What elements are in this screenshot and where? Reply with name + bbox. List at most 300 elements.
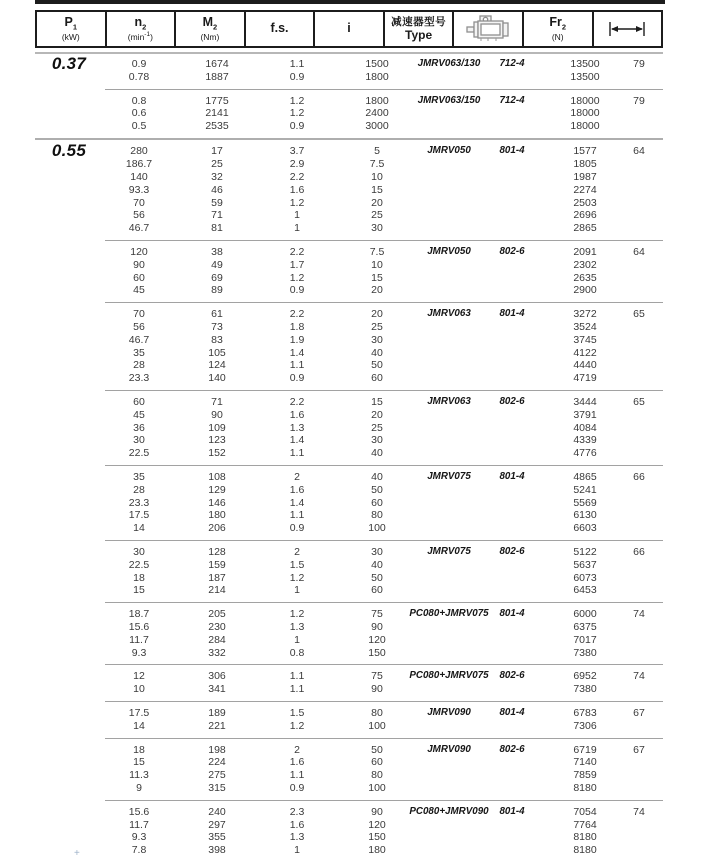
- ratio-cell: 2400: [365, 107, 389, 120]
- ratio-cell: 40: [371, 346, 383, 359]
- fs-cell: 1: [294, 584, 300, 597]
- n2-cell: 280: [130, 145, 148, 158]
- dim-cell: [613, 522, 665, 535]
- dim-cell: 67: [633, 743, 645, 756]
- motor-size-cell: [489, 831, 535, 844]
- dim-cell: [613, 284, 665, 297]
- dim-cell: [613, 347, 665, 360]
- fr2-cell: 6603: [573, 522, 597, 535]
- fs-cell: 0.9: [289, 522, 305, 535]
- type-cell: [409, 359, 489, 372]
- type-cell: [409, 158, 489, 171]
- fs-cell: 1: [294, 633, 300, 646]
- power-cell: [35, 522, 103, 535]
- n2-cell: 45: [133, 408, 145, 421]
- m2-cell: 1775: [205, 94, 229, 107]
- ratio-cell: 20: [371, 284, 383, 297]
- n2-cell: 45: [133, 284, 145, 297]
- type-label-cn: 减速器型号: [391, 15, 447, 28]
- n2-label: $n_2$: [134, 14, 147, 32]
- m2-label: $M_2$: [202, 15, 218, 32]
- motor-size-cell: 712-4: [499, 94, 525, 106]
- motor-size-cell: [489, 259, 535, 272]
- ratio-cell: 30: [371, 222, 383, 235]
- fs-cell: 0.9: [289, 284, 305, 297]
- ratio-cell: 90: [371, 805, 383, 818]
- dim-cell: [613, 209, 665, 222]
- n2-cell: 14: [133, 719, 145, 732]
- n2-cell: 70: [133, 308, 145, 321]
- block-separator: [105, 738, 663, 739]
- fr2-cell: 4776: [573, 447, 597, 460]
- ratio-cell: 40: [371, 471, 383, 484]
- dim-cell: [613, 422, 665, 435]
- table-row: [35, 71, 663, 84]
- fs-cell: 1.1: [289, 509, 305, 522]
- n2-cell: 22.5: [128, 558, 150, 571]
- fs-cell: 1.8: [289, 321, 305, 334]
- power-cell: [35, 670, 103, 683]
- table-row: [35, 497, 663, 510]
- n2-cell: 186.7: [125, 158, 153, 171]
- power-cell: [35, 447, 103, 460]
- n2-cell: 60: [133, 271, 145, 284]
- m2-cell: 81: [211, 222, 223, 235]
- ratio-cell: 150: [368, 831, 386, 844]
- table-row: [35, 184, 663, 197]
- ratio-cell: 60: [371, 372, 383, 385]
- type-cell: JMRV063: [427, 308, 471, 320]
- ratio-cell: 3000: [365, 120, 389, 133]
- table-row: [35, 744, 663, 757]
- table-row: [35, 272, 663, 285]
- type-cell: JMRV063: [427, 396, 471, 408]
- type-cell: [409, 756, 489, 769]
- motor-size-cell: [489, 71, 535, 84]
- n2-cell: 22.5: [128, 447, 150, 460]
- table-row: [35, 484, 663, 497]
- table-row: [35, 584, 663, 597]
- m2-cell: 315: [208, 781, 226, 794]
- fr2-cell: 6000: [573, 608, 597, 621]
- power-cell: [35, 756, 103, 769]
- n2-cell: 0.8: [131, 94, 147, 107]
- fr2-cell: 3745: [573, 333, 597, 346]
- m2-cell: 17: [211, 145, 223, 158]
- header-cell-motor: [454, 12, 524, 46]
- n2-cell: 0.5: [131, 120, 147, 133]
- power-cell: [35, 372, 103, 385]
- n2-unit: $(\min^{-1})$: [127, 31, 153, 43]
- fr2-cell: 18000: [570, 120, 600, 133]
- power-cell: [35, 769, 103, 782]
- dim-cell: [613, 171, 665, 184]
- dim-cell: [613, 71, 665, 84]
- ratio-cell: 7.5: [369, 158, 385, 171]
- ratio-cell: 90: [371, 620, 383, 633]
- ratio-cell: 30: [371, 546, 383, 558]
- table-header: [35, 10, 663, 48]
- table-row: [35, 634, 663, 647]
- p1-label: $P_1$: [64, 15, 78, 32]
- ratio-cell: 7.5: [369, 246, 385, 259]
- fr2-cell: 6952: [573, 670, 597, 683]
- fr2-cell: 7380: [573, 683, 597, 696]
- motor-size-cell: [489, 572, 535, 585]
- fs-cell: 1.2: [289, 719, 305, 732]
- fr2-cell: 2274: [573, 183, 597, 196]
- fr2-cell: 5241: [573, 483, 597, 496]
- power-cell: [35, 831, 103, 844]
- fr2-cell: 13500: [570, 58, 600, 70]
- type-cell: [409, 621, 489, 634]
- dim-cell: [613, 321, 665, 334]
- block-separator: [105, 664, 663, 665]
- type-cell: [409, 819, 489, 832]
- dim-cell: [613, 184, 665, 197]
- dim-cell: [613, 844, 665, 857]
- power-cell: [35, 497, 103, 510]
- table-row: [35, 396, 663, 409]
- table-row: [35, 683, 663, 696]
- fr2-cell: 5637: [573, 558, 597, 571]
- power-cell: [35, 95, 103, 108]
- fr2-cell: 2091: [573, 246, 597, 259]
- ratio-cell: 60: [371, 756, 383, 769]
- ratio-cell: 120: [368, 818, 386, 831]
- ratio-cell: 20: [371, 308, 383, 321]
- n2-cell: 46.7: [128, 222, 150, 235]
- m2-cell: 89: [211, 284, 223, 297]
- motor-size-cell: [489, 409, 535, 422]
- motor-size-cell: [489, 197, 535, 210]
- power-cell: [35, 321, 103, 334]
- fs-cell: 0.8: [289, 646, 305, 659]
- n2-cell: 93.3: [128, 183, 150, 196]
- m2-cell: 108: [208, 471, 226, 484]
- header-cell-fs: [246, 12, 316, 46]
- dim-cell: [613, 769, 665, 782]
- n2-cell: 7.8: [131, 844, 147, 857]
- table-row: [35, 422, 663, 435]
- m2-cell: 180: [208, 509, 226, 522]
- dim-cell: 66: [633, 471, 645, 484]
- motor-size-cell: [489, 321, 535, 334]
- power-cell: [35, 197, 103, 210]
- dim-cell: [613, 372, 665, 385]
- power-cell: [35, 509, 103, 522]
- type-cell: [409, 634, 489, 647]
- motor-size-cell: 802-6: [499, 246, 525, 258]
- type-cell: [409, 769, 489, 782]
- table-row: [35, 434, 663, 447]
- table-row: [35, 782, 663, 795]
- fr2-cell: 7859: [573, 769, 597, 782]
- type-cell: JMRV050: [427, 246, 471, 258]
- power-cell: [35, 107, 103, 120]
- fr2-cell: 2635: [573, 271, 597, 284]
- dim-cell: [613, 559, 665, 572]
- motor-size-cell: [489, 284, 535, 297]
- motor-size-cell: [489, 334, 535, 347]
- type-cell: [409, 107, 489, 120]
- m2-cell: 284: [208, 633, 226, 646]
- table-row: [35, 209, 663, 222]
- type-cell: [409, 683, 489, 696]
- type-cell: [409, 171, 489, 184]
- n2-cell: 18: [133, 571, 145, 584]
- power-cell: [35, 744, 103, 757]
- fr2-cell: 4339: [573, 434, 597, 447]
- table-row: [35, 509, 663, 522]
- fs-cell: 1.1: [289, 58, 305, 70]
- m2-cell: 224: [208, 756, 226, 769]
- power-cell: [35, 308, 103, 321]
- ratio-cell: 150: [368, 646, 386, 659]
- dim-cell: [613, 272, 665, 285]
- type-cell: [409, 509, 489, 522]
- type-cell: [409, 120, 489, 133]
- n2-cell: 46.7: [128, 333, 150, 346]
- dim-cell: 65: [633, 308, 645, 321]
- header-cell-m2: [176, 12, 246, 46]
- fs-cell: 1: [294, 844, 300, 857]
- dim-cell: 64: [633, 246, 645, 259]
- power-cell: [35, 819, 103, 832]
- power-cell: [35, 184, 103, 197]
- power-cell: [35, 396, 103, 409]
- n2-cell: 11.3: [129, 769, 149, 782]
- m2-cell: 198: [208, 743, 226, 756]
- motor-size-cell: [489, 522, 535, 535]
- table-body: [35, 52, 663, 857]
- ratio-cell: 75: [371, 670, 383, 683]
- m2-cell: 71: [211, 209, 223, 222]
- fr2-cell: 5122: [573, 546, 597, 558]
- motor-size-cell: [489, 782, 535, 795]
- type-cell: [409, 197, 489, 210]
- ratio-cell: 15: [371, 396, 383, 409]
- table-row: [35, 522, 663, 535]
- fs-cell: 1.4: [289, 496, 305, 509]
- m2-cell: 297: [208, 818, 226, 831]
- power-cell: [35, 359, 103, 372]
- fs-cell: 0.9: [289, 70, 305, 83]
- m2-cell: 69: [211, 271, 223, 284]
- table-row: [35, 844, 663, 857]
- n2-cell: 11.7: [129, 633, 149, 646]
- ratio-label: i: [347, 21, 351, 36]
- dim-cell: [613, 409, 665, 422]
- power-cell: [35, 120, 103, 133]
- motor-size-cell: 802-6: [499, 743, 525, 755]
- m2-cell: 206: [208, 522, 226, 535]
- n2-cell: 0.6: [131, 107, 147, 120]
- section-separator: [35, 138, 663, 140]
- dim-cell: 67: [633, 706, 645, 719]
- fr2-cell: 6783: [573, 706, 597, 719]
- registration-mark: +: [74, 848, 80, 859]
- fr2-unit: (N): [551, 31, 564, 42]
- motor-size-cell: [489, 222, 535, 235]
- type-cell: PC080+JMRV090: [409, 805, 489, 817]
- dim-cell: 79: [633, 94, 645, 107]
- n2-cell: 15: [133, 756, 145, 769]
- power-cell: [35, 683, 103, 696]
- n2-cell: 11.7: [129, 818, 149, 831]
- n2-cell: 9.3: [131, 831, 147, 844]
- fs-cell: 0.9: [289, 372, 305, 385]
- ratio-cell: 1800: [365, 94, 389, 107]
- fr2-cell: 2865: [573, 222, 597, 235]
- dim-cell: [613, 197, 665, 210]
- type-cell: [409, 720, 489, 733]
- dim-cell: [613, 572, 665, 585]
- ratio-cell: 40: [371, 558, 383, 571]
- type-cell: [409, 284, 489, 297]
- m2-cell: 2141: [205, 107, 229, 120]
- ratio-cell: 25: [371, 321, 383, 334]
- table-row: [35, 471, 663, 484]
- m2-cell: 46: [211, 183, 223, 196]
- m2-cell: 49: [211, 258, 223, 271]
- fr2-cell: 7764: [573, 818, 597, 831]
- m2-cell: 332: [208, 646, 226, 659]
- fr2-cell: 6073: [573, 571, 597, 584]
- m2-cell: 275: [208, 769, 226, 782]
- power-cell: 0.55: [51, 141, 87, 161]
- dim-cell: [613, 120, 665, 133]
- fs-cell: 1.6: [289, 408, 305, 421]
- motor-size-cell: 801-4: [499, 608, 525, 620]
- fs-cell: 0.9: [289, 781, 305, 794]
- ratio-cell: 15: [371, 183, 383, 196]
- n2-cell: 28: [133, 359, 145, 372]
- fs-cell: 1.3: [289, 421, 305, 434]
- power-cell: [35, 806, 103, 819]
- power-cell: [35, 634, 103, 647]
- m2-cell: 129: [208, 483, 226, 496]
- ratio-cell: 50: [371, 483, 383, 496]
- table-row: [35, 359, 663, 372]
- type-cell: PC080+JMRV075: [409, 670, 489, 682]
- fs-cell: 1.2: [289, 271, 305, 284]
- ratio-cell: 80: [371, 769, 383, 782]
- fr2-cell: 3791: [573, 408, 597, 421]
- fs-cell: 1.4: [289, 434, 305, 447]
- motor-size-cell: [489, 171, 535, 184]
- m2-cell: 306: [208, 670, 226, 683]
- fr2-cell: 8180: [573, 831, 597, 844]
- table-row: [35, 171, 663, 184]
- table-row: [35, 197, 663, 210]
- type-cell: [409, 209, 489, 222]
- m2-cell: 355: [208, 831, 226, 844]
- dim-cell: 74: [633, 670, 645, 683]
- fs-cell: 2.3: [289, 805, 305, 818]
- m2-cell: 152: [208, 447, 226, 460]
- fs-cell: 1.3: [289, 620, 305, 633]
- ratio-cell: 100: [368, 522, 386, 535]
- power-cell: [35, 422, 103, 435]
- fs-cell: 1.2: [289, 196, 305, 209]
- table-row: [35, 107, 663, 120]
- m2-cell: 398: [208, 844, 226, 857]
- fr2-cell: 1577: [573, 145, 597, 158]
- table-row: [35, 546, 663, 559]
- fr2-cell: 7140: [573, 756, 597, 769]
- motor-size-cell: 801-4: [499, 706, 525, 718]
- table-row: [35, 572, 663, 585]
- table-row: [35, 54, 663, 73]
- top-rule: [35, 0, 665, 4]
- ratio-cell: 90: [371, 683, 383, 696]
- table-row: [35, 647, 663, 660]
- power-cell: [35, 608, 103, 621]
- m2-cell: 71: [211, 396, 223, 409]
- fs-cell: 1.6: [289, 818, 305, 831]
- fs-cell: 1.7: [289, 258, 305, 271]
- m2-cell: 61: [211, 308, 223, 321]
- m2-cell: 32: [211, 171, 223, 184]
- n2-cell: 23.3: [128, 496, 150, 509]
- dim-cell: 79: [633, 58, 645, 70]
- power-cell: [35, 158, 103, 171]
- ratio-cell: 100: [368, 719, 386, 732]
- ratio-cell: 180: [368, 844, 386, 857]
- fr2-cell: 7380: [573, 646, 597, 659]
- dim-cell: [613, 647, 665, 660]
- power-cell: [35, 720, 103, 733]
- ratio-cell: 30: [371, 434, 383, 447]
- type-cell: [409, 844, 489, 857]
- table-row: [35, 141, 663, 161]
- p1-unit: (kW): [61, 31, 80, 42]
- type-cell: [409, 434, 489, 447]
- motor-size-cell: [489, 769, 535, 782]
- n2-cell: 56: [133, 209, 145, 222]
- fs-cell: 2.2: [289, 171, 305, 184]
- power-cell: [35, 559, 103, 572]
- block-separator: [105, 701, 663, 702]
- type-cell: JMRV090: [427, 743, 471, 755]
- n2-cell: 9.3: [131, 646, 147, 659]
- fs-cell: 1.3: [289, 831, 305, 844]
- fr2-cell: 6130: [573, 509, 597, 522]
- n2-cell: 90: [133, 258, 145, 271]
- motor-size-cell: [489, 844, 535, 857]
- table-row: [35, 222, 663, 235]
- type-cell: PC080+JMRV075: [409, 608, 489, 620]
- m2-cell: 230: [208, 620, 226, 633]
- fr2-cell: 4440: [573, 359, 597, 372]
- motor-size-cell: [489, 158, 535, 171]
- motor-size-cell: 801-4: [499, 145, 525, 157]
- dim-cell: 74: [633, 608, 645, 621]
- fs-cell: 1.6: [289, 483, 305, 496]
- power-cell: [35, 844, 103, 857]
- dim-cell: [613, 584, 665, 597]
- fr2-cell: 3444: [573, 396, 597, 409]
- n2-cell: 15.6: [128, 620, 150, 633]
- ratio-cell: 100: [368, 781, 386, 794]
- m2-cell: 25: [211, 158, 223, 171]
- fs-cell: 2.2: [289, 246, 305, 259]
- fs-cell: 1: [294, 209, 300, 222]
- motor-size-cell: [489, 509, 535, 522]
- motor-size-cell: [489, 209, 535, 222]
- m2-cell: 128: [208, 546, 226, 558]
